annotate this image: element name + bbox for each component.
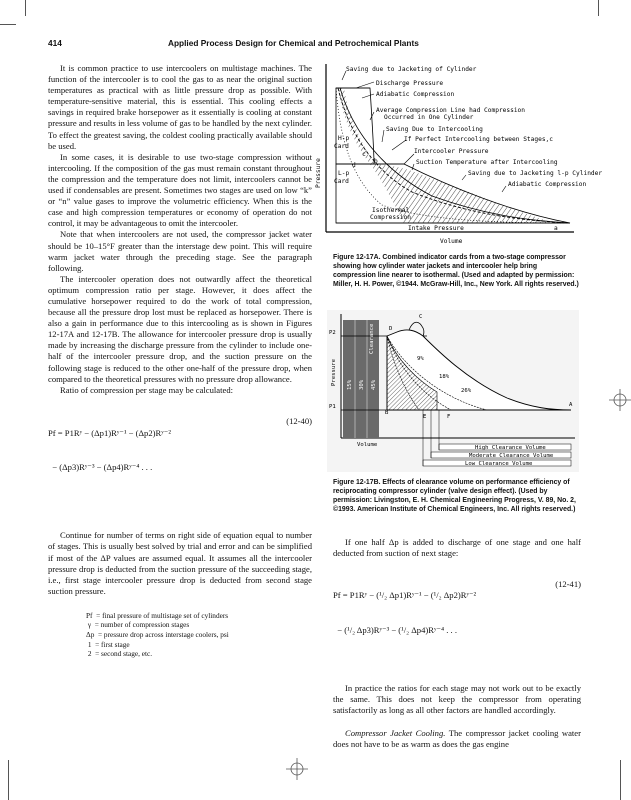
label-legend-low: Low Clearance Volume: [465, 461, 533, 467]
left-column: [48, 63, 312, 659]
paragraph: [333, 728, 581, 750]
label-p1: P1: [329, 404, 336, 410]
label-saving-jacketing: Saving due to Jacketing of Cylinder: [346, 66, 477, 73]
definition-item: 1 = first stage: [86, 639, 130, 649]
crop-mark-bottom-left: [8, 760, 9, 800]
label-average-compression-2: Occurred in One Cylinder: [384, 114, 474, 121]
right-column: [333, 537, 581, 750]
label-suction-temperature: Suction Temperature after Intercooling: [416, 159, 558, 166]
label-pressure-axis: Pressure: [315, 158, 322, 188]
crop-mark-bottom-right: [620, 760, 621, 800]
label-adiabatic-compression: Adiabatic Compression: [376, 91, 455, 98]
paragraph: If one half Δp is added to discharge of one stage and one half deducted from suction of next stage:: [333, 537, 581, 559]
definition-item: Pf = final pressure of multistage set of cylinders: [86, 610, 229, 620]
paragraph: Ratio of compression per stage may be calculated:: [60, 384, 234, 395]
label-point-e: E: [423, 414, 427, 420]
label-perfect-intercooling: If Perfect Intercooling between Stages,c: [404, 136, 554, 143]
definitions-list: [86, 611, 312, 659]
label-isothermal-1: Isothermal: [372, 207, 410, 214]
definition-item: γ = number of compression stages: [86, 620, 190, 630]
label-intake-pressure: Intake Pressure: [408, 225, 464, 232]
equation-number: (12-40): [286, 416, 312, 427]
equation-line: − (Δp3)Rʸ⁻³ − (Δp4)Rʸ⁻⁴ . . .: [48, 462, 153, 473]
label-point-b: b: [374, 158, 378, 165]
label-legend-moderate: Moderate Clearance Volume: [469, 453, 554, 459]
paragraph: Note that when intercoolers are not used, the compressor jacket water should be 10–15°F greater than the interstage dew point. This will require warm jacket water through the preceding stage. See the paragraph following.: [48, 229, 312, 273]
label-pct-26: 26%: [461, 388, 472, 394]
section-title: Compressor Jacket Cooling.: [345, 727, 446, 738]
label-pct-45: 45%: [371, 379, 377, 390]
equation-line: Pf = P1Rʸ − (Δp1)Rʸ⁻¹ − (Δp2)Rʸ⁻²: [48, 427, 171, 438]
label-lp-card-2: Card: [334, 178, 349, 185]
crop-mark-top-right: [598, 0, 599, 16]
label-isothermal-2: Compression: [370, 214, 411, 221]
label-hp-card-2: Card: [334, 143, 349, 150]
label-pressure: Pressure: [331, 359, 337, 386]
paragraph: In some cases, it is desirable to use two-stage compression without intercooling. If the composition of the gas must remain constant throughout the compression and the temperature does not limit, intercoolers cannot be used if condensables are present. Sometimes two stages are used on low “k” or “n” value gases to improve the volumetric efficiency. When this is the case and high compression temperatures or economy of operation do not control, it may be advantageous to omit the intercooler.: [48, 151, 312, 229]
label-average-compression-1: Average Compression Line had Compression: [376, 107, 526, 114]
label-p2: P2: [329, 330, 336, 336]
definition-item: Δp = pressure drop across interstage coolers, psi: [86, 630, 229, 640]
paragraph: It is common practice to use intercoolers on multistage machines. The function of the intercooler is to cool the gas to as near the original suction temperatures as practical with as little pressure drop as possible. With temperature-sensitive material, this is essential. This cooling effects a savings in required brake horsepower as it essentially is cooling at constant pressure and results in less volume of gas to be handled by the next cylinder. To effect the greatest saving, the coldest cooling practically available should be used.: [48, 63, 312, 151]
crop-mark-left: [0, 24, 16, 25]
paragraph-text: The compressor jacket cooling water does not have to be as warm as does the gas engine: [333, 727, 581, 750]
paragraph: Continue for number of terms on right side of equation equal to number of stages. This is usually best solved by trial and error and can be simplified if most of the ΔP values are assumed equal. It assumes all the intercooler pressure drop is deducted from the suction pressure of the succeeding stage, i.e., first stage intercooler pressure drop is deducted from second stage suction pressure.: [48, 530, 312, 596]
figure-12-17a-caption: Figure 12-17A. Combined indicator cards from a two-stage compressor showing how cylinder water jackets and intercooler help bring compression line nearer to isothermal. (Used and adapted by permission: Miller, H. H. Power, ©1944. McGraw-Hill, Inc., New York. All rights reserved.): [333, 254, 579, 288]
label-point-d: d: [352, 162, 356, 169]
label-point-c: c: [362, 151, 366, 158]
definition-item: 2 = second stage, etc.: [86, 649, 153, 659]
label-point-a: A: [569, 402, 573, 408]
label-clearance: Clearance: [369, 323, 375, 354]
label-volume: Volume: [357, 442, 378, 448]
label-point-d: D: [389, 326, 393, 332]
label-point-f: F: [447, 414, 451, 420]
equation-number: (12-41): [555, 578, 581, 589]
label-lp-card-1: L-p: [338, 170, 350, 177]
label-adiabatic-compression-2: Adiabatic Compression: [508, 181, 587, 188]
label-legend-high: High Clearance Volume: [475, 445, 546, 451]
paragraph: In practice the ratios for each stage may not work out to be exactly the same. This does not keep the compressor from operating satisfactorily as long as all other factors are handled accordingly.: [333, 682, 581, 715]
label-saving-lp-jacketing: Saving due to Jacketing l-p Cylinder: [468, 170, 603, 177]
label-point-c: C: [419, 314, 423, 320]
equation-12-41: [333, 567, 581, 671]
paragraph: The intercooler operation does not outwardly affect the theoretical optimum compression ratio per stage. However, it does affect the cumulative horsepower required to do the work of total compression, because all the pressure drop lost must be replaced as horsepower. There is also a gain in performance due to this intercooling as is shown in Figures 12-17A and 12-17B. The allowance for intercooler pressure drop is usually made by increasing the discharge pressure from the cylinder to include one-half of the intercooler pressure drop, and the suction pressure on the following stage is reduced to the other one-half of the pressure drop, when compared to the theoretical pressures with no pressure drop allowance.: [48, 273, 312, 384]
figure-12-17b-clearance-volume-diagram: [327, 310, 579, 472]
label-pct-9: 9%: [417, 356, 424, 362]
label-point-b: B: [385, 410, 389, 416]
label-pct-18: 18%: [439, 374, 450, 380]
figure-12-17a-indicator-card-diagram: [312, 60, 603, 248]
label-pct-15: 15%: [347, 379, 353, 390]
label-volume-axis: Volume: [440, 238, 463, 245]
registration-mark-icon: [286, 758, 308, 780]
label-point-a: a: [554, 225, 558, 232]
page-number: 414: [48, 38, 62, 48]
label-intercooler-pressure: Intercooler Pressure: [414, 148, 489, 155]
label-discharge-pressure: Discharge Pressure: [376, 80, 444, 87]
figure-12-17b-caption: Figure 12-17B. Effects of clearance volume on performance efficiency of reciprocating compressor cylinder (valve design effect). (Used by permission: Livingston, E. H. Chemical Engineering Progress, V. 89, No. 2, ©1993. American Institute of Chemical Engineers, Inc. All rights reserved.): [333, 479, 576, 513]
equation-12-40: [48, 405, 312, 509]
running-title: Applied Process Design for Chemical and Petrochemical Plants: [168, 38, 419, 48]
registration-mark-icon: [609, 389, 631, 411]
equation-line: − (¹/₂ Δp3)Rʸ⁻³ − (¹/₂ Δp4)Rʸ⁻⁴ . . .: [333, 624, 457, 635]
label-pct-30: 30%: [359, 379, 365, 390]
label-hp-card-1: H-p: [338, 135, 350, 142]
equation-line: Pf = P1Rʸ − (¹/₂ Δp1)Rʸ⁻¹ − (¹/₂ Δp2)Rʸ⁻²: [333, 590, 477, 601]
label-saving-intercooling: Saving Due to Intercooling: [386, 126, 483, 133]
crop-mark-top-left: [25, 0, 26, 16]
